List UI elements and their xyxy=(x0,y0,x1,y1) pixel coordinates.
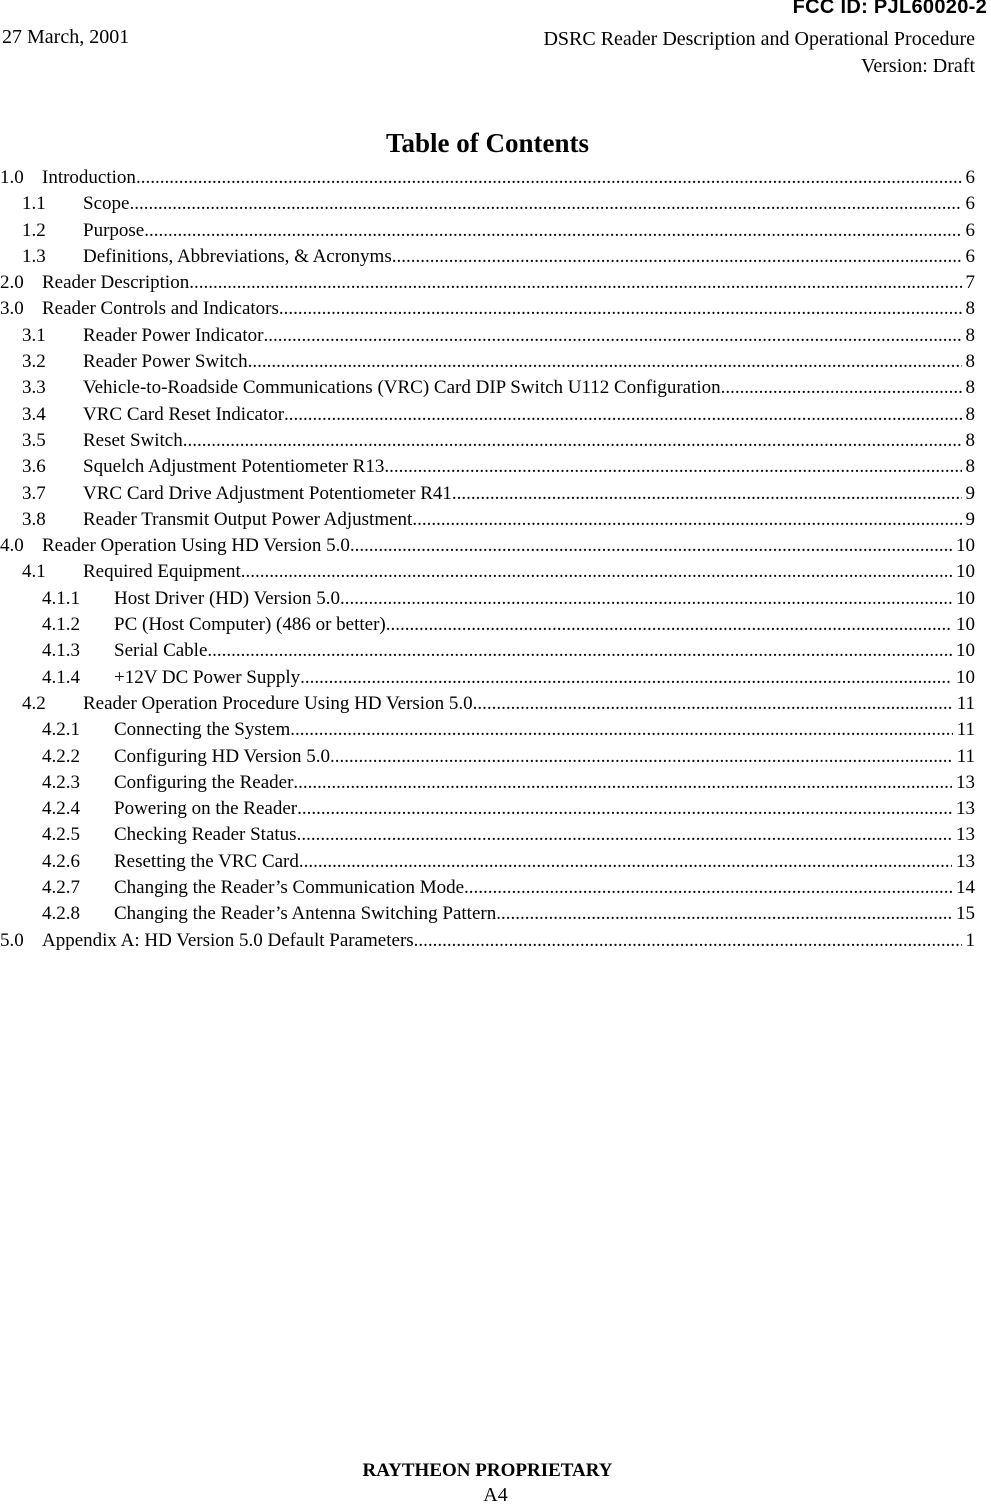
toc-entry-page: 8 xyxy=(965,377,975,399)
toc-entry-number: 3.3 xyxy=(22,377,46,399)
footer-proprietary: RAYTHEON PROPRIETARY xyxy=(362,1460,613,1481)
toc-entry[interactable] xyxy=(0,323,975,349)
header-version: Version: Draft xyxy=(861,55,975,77)
toc-entry[interactable] xyxy=(0,428,975,454)
toc-entry-line xyxy=(83,559,975,585)
toc-entry-page: 6 xyxy=(965,193,975,215)
toc-entry-line xyxy=(114,796,975,822)
toc-entry-line xyxy=(114,717,975,743)
toc-entry-line xyxy=(42,296,975,322)
toc-entry-page: 8 xyxy=(965,456,975,478)
toc-entry[interactable] xyxy=(0,191,975,217)
toc-dot-leader xyxy=(496,901,952,927)
fcc-id-stamp: FCC ID: PJL60020-2 xyxy=(792,0,987,18)
toc-entry-title: Reader Power Indicator xyxy=(83,323,263,349)
toc-entry-page: 9 xyxy=(965,508,975,530)
toc-entry-page: 13 xyxy=(956,850,975,872)
toc-entry-title: Appendix A: HD Version 5.0 Default Parameters xyxy=(42,928,414,954)
toc-dot-leader xyxy=(290,717,952,743)
toc-entry-line xyxy=(42,270,975,296)
toc-entry-line xyxy=(114,770,975,796)
toc-entry-number: 4.1.4 xyxy=(42,666,80,688)
toc-dot-leader xyxy=(414,928,962,954)
toc-entry-number: 4.1.2 xyxy=(42,614,80,636)
toc-entry-page: 6 xyxy=(965,167,975,188)
toc-dot-leader xyxy=(207,638,952,664)
toc-entry-line xyxy=(83,507,975,533)
toc-entry-line xyxy=(83,323,975,349)
toc-entry-line xyxy=(83,191,975,217)
toc-entry-line xyxy=(114,638,975,664)
toc-entry-number: 4.1.3 xyxy=(42,640,80,662)
toc-entry[interactable] xyxy=(0,849,975,875)
toc-entry-line xyxy=(83,428,975,454)
toc-entry-number: 4.2.7 xyxy=(42,877,80,899)
toc-entry-number: 5.0 xyxy=(0,929,24,951)
toc-entry-number: 4.1 xyxy=(22,561,46,583)
toc-entry-title: Definitions, Abbreviations, & Acronyms xyxy=(83,244,392,270)
toc-entry-title: Scope xyxy=(83,191,129,217)
toc-entry-page: 13 xyxy=(956,798,975,820)
toc-entry[interactable] xyxy=(0,744,975,770)
toc-entry-title: Resetting the VRC Card xyxy=(114,849,299,875)
toc-dot-leader xyxy=(386,612,952,638)
toc-entry-page: 10 xyxy=(956,561,975,583)
toc-entry-number: 3.6 xyxy=(22,456,46,478)
toc-entry-line xyxy=(83,218,975,244)
toc-entry-number: 4.1.1 xyxy=(42,587,80,609)
toc-entry-line xyxy=(83,454,975,480)
toc-entry-number: 4.2.4 xyxy=(42,798,80,820)
toc-dot-leader xyxy=(241,559,952,585)
toc-dot-leader xyxy=(300,665,952,691)
header-date: 27 March, 2001 xyxy=(2,26,130,48)
toc-dot-leader xyxy=(129,191,961,217)
toc-entry-number: 3.7 xyxy=(22,482,46,504)
toc-title: Table of Contents xyxy=(385,128,590,158)
toc-dot-leader xyxy=(299,849,952,875)
toc-entry-page: 8 xyxy=(965,298,975,320)
toc-dot-leader xyxy=(721,375,962,401)
toc-entry-line xyxy=(42,533,975,559)
toc-entry-number: 4.2.2 xyxy=(42,745,80,767)
toc-entry-line xyxy=(42,928,975,954)
toc-entry-number: 4.2 xyxy=(22,692,46,714)
toc-entry-line xyxy=(114,849,975,875)
toc-entry-line xyxy=(114,822,975,848)
toc-entry[interactable] xyxy=(0,665,975,691)
footer-page-number: A4 xyxy=(483,1484,508,1506)
toc-dot-leader xyxy=(473,691,953,717)
toc-entry-page: 1 xyxy=(965,929,975,951)
toc-dot-leader xyxy=(464,875,952,901)
toc-entry-title: Required Equipment xyxy=(83,559,241,585)
toc-entry[interactable] xyxy=(0,586,975,612)
toc-entry-page: 6 xyxy=(965,245,975,267)
toc-dot-leader xyxy=(452,481,962,507)
toc-entry-title: Configuring HD Version 5.0 xyxy=(114,744,330,770)
toc-entry[interactable] xyxy=(0,691,975,717)
toc-entry-page: 9 xyxy=(965,482,975,504)
toc-entry-title: Reader Operation Procedure Using HD Version 5.0 xyxy=(83,691,473,717)
toc-entry-page: 13 xyxy=(956,771,975,793)
toc-entry-page: 13 xyxy=(956,824,975,846)
toc-entry-line xyxy=(83,349,975,375)
header-doc-title: DSRC Reader Description and Operational Procedure xyxy=(543,28,975,50)
toc-entry-number: 4.2.5 xyxy=(42,824,80,846)
toc-entry-title: Connecting the System xyxy=(114,717,290,743)
toc-entry-page: 15 xyxy=(956,903,975,925)
toc-dot-leader xyxy=(412,507,961,533)
toc-entry-title: Serial Cable xyxy=(114,638,207,664)
toc-entry-number: 3.8 xyxy=(22,508,46,530)
toc-entry-title: VRC Card Drive Adjustment Potentiometer R41 xyxy=(83,481,452,507)
toc-entry[interactable] xyxy=(0,901,975,927)
toc-entry[interactable] xyxy=(0,928,975,954)
toc-entry[interactable] xyxy=(0,796,975,822)
toc-dot-leader xyxy=(284,402,961,428)
toc-entry-line xyxy=(114,744,975,770)
toc-entry-number: 4.0 xyxy=(0,535,24,557)
toc-entry[interactable] xyxy=(0,454,975,480)
toc-entry-title: Reader Description xyxy=(42,270,189,296)
toc-entry[interactable] xyxy=(0,822,975,848)
toc-entry-title: Vehicle-to-Roadside Communications (VRC) Card DIP Switch U112 Configuration xyxy=(83,375,721,401)
toc-entry-page: 11 xyxy=(956,745,975,767)
toc-entry-title: PC (Host Computer) (486 or better) xyxy=(114,612,386,638)
toc-dot-leader xyxy=(350,533,952,559)
toc-entry-title: Configuring the Reader xyxy=(114,770,293,796)
toc-dot-leader xyxy=(297,796,952,822)
toc-entry[interactable] xyxy=(0,559,975,585)
toc-entry-line xyxy=(114,665,975,691)
toc-entry-line xyxy=(83,402,975,428)
toc-entry[interactable] xyxy=(0,244,975,270)
toc-entry[interactable] xyxy=(0,875,975,901)
toc-entry-page: 8 xyxy=(965,324,975,346)
toc-entry-number: 3.5 xyxy=(22,429,46,451)
toc-entry-title: Reader Power Switch xyxy=(83,349,248,375)
toc-entry[interactable] xyxy=(0,349,975,375)
toc-dot-leader xyxy=(136,165,962,191)
toc-dot-leader xyxy=(297,822,952,848)
toc-entry-number: 1.3 xyxy=(22,245,46,267)
toc-entry[interactable] xyxy=(0,296,975,322)
toc-entry-title: Reader Controls and Indicators xyxy=(42,296,279,322)
toc-entry-number: 1.0 xyxy=(0,167,24,188)
toc-dot-leader xyxy=(279,296,962,322)
toc-dot-leader xyxy=(293,770,952,796)
toc-entry-number: 2.0 xyxy=(0,272,24,294)
toc-entry-title: Introduction xyxy=(42,165,136,191)
toc-entry-page: 8 xyxy=(965,403,975,425)
toc-entry[interactable] xyxy=(0,612,975,638)
toc-entry-page: 10 xyxy=(956,587,975,609)
toc-entry-title: Powering on the Reader xyxy=(114,796,297,822)
toc-entry-title: Changing the Reader’s Antenna Switching Pattern xyxy=(114,901,496,927)
toc-entry-page: 8 xyxy=(965,351,975,373)
toc-entry[interactable] xyxy=(0,533,975,559)
toc-entry[interactable] xyxy=(0,770,975,796)
toc-entry-page: 11 xyxy=(956,719,975,741)
toc-entry-number: 3.1 xyxy=(22,324,46,346)
toc-entry-line xyxy=(114,875,975,901)
toc-entry-number: 1.2 xyxy=(22,219,46,241)
toc-entry-number: 3.4 xyxy=(22,403,46,425)
toc-entry[interactable] xyxy=(0,375,975,401)
toc-entry-line xyxy=(83,244,975,270)
toc-dot-leader xyxy=(263,323,961,349)
toc-entry[interactable] xyxy=(0,218,975,244)
toc-dot-leader xyxy=(248,349,962,375)
toc-entry-page: 7 xyxy=(965,272,975,294)
toc-list xyxy=(0,165,975,954)
toc-entry-title: Reader Transmit Output Power Adjustment xyxy=(83,507,412,533)
toc-entry-page: 10 xyxy=(956,666,975,688)
toc-entry-page: 6 xyxy=(965,219,975,241)
toc-entry-line xyxy=(114,586,975,612)
toc-entry-title: Purpose xyxy=(83,218,144,244)
toc-entry-number: 4.2.1 xyxy=(42,719,80,741)
toc-entry-page: 10 xyxy=(956,535,975,557)
toc-dot-leader xyxy=(189,270,961,296)
toc-dot-leader xyxy=(144,218,961,244)
toc-entry-line xyxy=(83,375,975,401)
toc-entry-line xyxy=(83,691,975,717)
toc-entry[interactable] xyxy=(0,481,975,507)
toc-entry-title: Reader Operation Using HD Version 5.0 xyxy=(42,533,350,559)
toc-entry-title: Reset Switch xyxy=(83,428,183,454)
toc-entry-number: 3.0 xyxy=(0,298,24,320)
toc-entry[interactable] xyxy=(0,717,975,743)
toc-entry-title: Checking Reader Status xyxy=(114,822,297,848)
toc-entry-title: +12V DC Power Supply xyxy=(114,665,300,691)
toc-entry-line xyxy=(114,901,975,927)
toc-entry[interactable] xyxy=(0,507,975,533)
toc-entry-page: 14 xyxy=(956,877,975,899)
toc-entry[interactable] xyxy=(0,638,975,664)
toc-entry[interactable] xyxy=(0,402,975,428)
toc-entry-number: 4.2.8 xyxy=(42,903,80,925)
toc-entry-number: 4.2.6 xyxy=(42,850,80,872)
toc-entry-number: 1.1 xyxy=(22,193,46,215)
toc-entry-number: 4.2.3 xyxy=(42,771,80,793)
toc-entry-line xyxy=(114,612,975,638)
toc-entry[interactable] xyxy=(0,165,975,191)
toc-entry-title: Squelch Adjustment Potentiometer R13 xyxy=(83,454,384,480)
toc-entry-page: 8 xyxy=(965,429,975,451)
toc-dot-leader xyxy=(183,428,962,454)
toc-entry-page: 10 xyxy=(956,614,975,636)
toc-entry-page: 10 xyxy=(956,640,975,662)
toc-entry-number: 3.2 xyxy=(22,351,46,373)
toc-entry-title: VRC Card Reset Indicator xyxy=(83,402,284,428)
toc-dot-leader xyxy=(392,244,962,270)
toc-entry-line xyxy=(42,165,975,191)
toc-entry-line xyxy=(83,481,975,507)
toc-entry-title: Changing the Reader’s Communication Mode xyxy=(114,875,464,901)
header-right-block xyxy=(543,26,975,80)
toc-dot-leader xyxy=(384,454,961,480)
toc-entry-title: Host Driver (HD) Version 5.0 xyxy=(114,586,340,612)
toc-entry-page: 11 xyxy=(956,692,975,714)
toc-dot-leader xyxy=(340,586,952,612)
toc-dot-leader xyxy=(330,744,953,770)
toc-entry[interactable] xyxy=(0,270,975,296)
